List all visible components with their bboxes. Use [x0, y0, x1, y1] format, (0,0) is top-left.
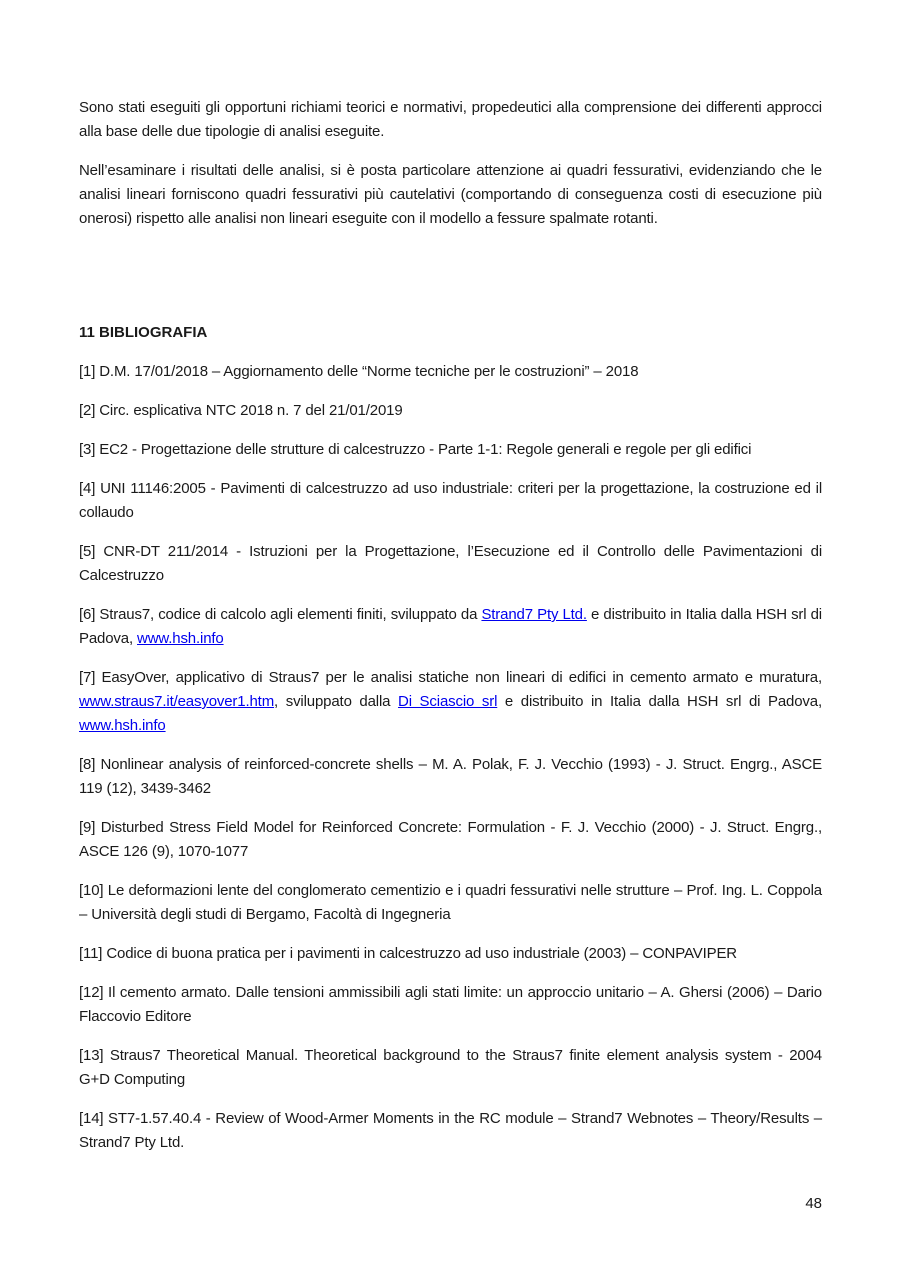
reference-10: [10] Le deformazioni lente del conglomerato cementizio e i quadri fessurativi nelle strutture – Prof. Ing. L. Coppola – Università degli studi di Bergamo, Facoltà di Ingegneria — [79, 882, 822, 923]
page-number: 48 — [805, 1195, 822, 1212]
intro-paragraph-2: Nell’esaminare i risultati delle analisi, si è posta particolare attenzione ai quadri fessurativi, evidenziando che le analisi lineari forniscono quadri fessurativi più cautelativi (comportando di conseguenza costi di esecuzione più onerosi) rispetto alle analisi non lineari eseguite con il modello a fessure spalmate rotanti. — [79, 162, 822, 227]
reference-6-text-2: e distribuito in Italia dalla HSH srl di Padova, — [79, 606, 822, 647]
reference-13: [13] Straus7 Theoretical Manual. Theoretical background to the Straus7 finite element analysis system - 2004 G+D Computing — [79, 1047, 822, 1088]
di-sciascio-link[interactable]: Di Sciascio srl — [398, 693, 498, 710]
reference-12: [12] Il cemento armato. Dalle tensioni ammissibili agli stati limite: un approccio unitario – A. Ghersi (2006) – Dario Flaccovio Editore — [79, 984, 822, 1025]
reference-3: [3] EC2 - Progettazione delle strutture di calcestruzzo - Parte 1-1: Regole generali e regole per gli edifici — [79, 441, 752, 458]
reference-7 — [79, 666, 822, 738]
reference-7-text-1: [7] EasyOver, applicativo di Straus7 per le analisi statiche non lineari di edifici in cemento armato e muratura, — [79, 669, 822, 686]
reference-6 — [79, 603, 822, 651]
reference-1: [1] D.M. 17/01/2018 – Aggiornamento delle “Norme tecniche per le costruzioni” – 2018 — [79, 363, 639, 380]
strand7-link[interactable]: Strand7 Pty Ltd. — [481, 606, 587, 623]
reference-8: [8] Nonlinear analysis of reinforced-concrete shells – M. A. Polak, F. J. Vecchio (1993) - J. Struct. Engrg., ASCE 119 (12), 3439-3462 — [79, 756, 822, 797]
reference-5: [5] CNR-DT 211/2014 - Istruzioni per la Progettazione, l’Esecuzione ed il Controllo delle Pavimentazioni di Calcestruzzo — [79, 543, 822, 584]
document-page — [79, 96, 822, 1170]
hsh-info-link-2[interactable]: www.hsh.info — [79, 717, 166, 734]
easyover-link[interactable]: www.straus7.it/easyover1.htm — [79, 693, 275, 710]
hsh-info-link[interactable]: www.hsh.info — [137, 630, 224, 647]
reference-6-text-1: [6] Straus7, codice di calcolo agli elementi finiti, sviluppato da — [79, 606, 482, 623]
reference-4: [4] UNI 11146:2005 - Pavimenti di calcestruzzo ad uso industriale: criteri per la progettazione, la costruzione ed il collaudo — [79, 480, 822, 521]
reference-11: [11] Codice di buona pratica per i pavimenti in calcestruzzo ad uso industriale (2003) – CONPAVIPER — [79, 945, 737, 962]
reference-2: [2] Circ. esplicativa NTC 2018 n. 7 del 21/01/2019 — [79, 402, 403, 419]
reference-14: [14] ST7-1.57.40.4 - Review of Wood-Armer Moments in the RC module – Strand7 Webnotes – Theory/Results – Strand7 Pty Ltd. — [79, 1110, 822, 1151]
reference-9: [9] Disturbed Stress Field Model for Reinforced Concrete: Formulation - F. J. Vecchio (2000) - J. Struct. Engrg., ASCE 126 (9), 1070-1077 — [79, 819, 822, 860]
section-heading: 11 BIBLIOGRAFIA — [79, 324, 208, 341]
reference-7-text-2: , sviluppato dalla — [274, 693, 399, 710]
intro-paragraph-1: Sono stati eseguiti gli opportuni richiami teorici e normativi, propedeutici alla comprensione dei differenti approcci alla base delle due tipologie di analisi eseguite. — [79, 99, 822, 140]
reference-7-text-3: e distribuito in Italia dalla HSH srl di Padova, — [497, 693, 822, 710]
